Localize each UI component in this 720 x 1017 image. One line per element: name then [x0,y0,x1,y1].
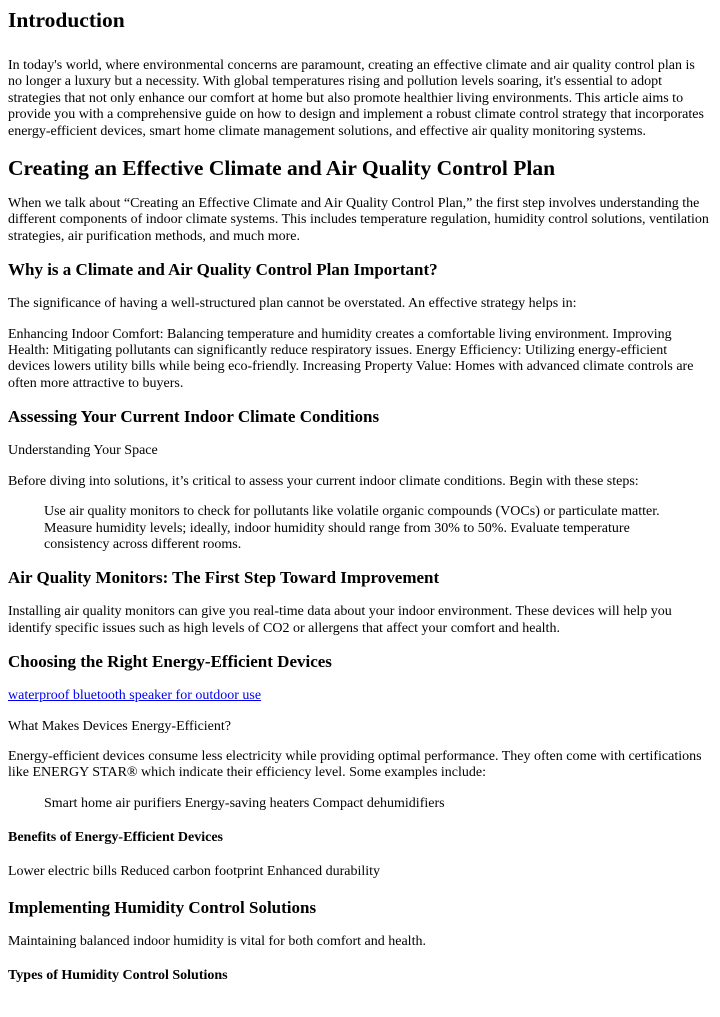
understanding-space-text: Understanding Your Space [8,443,158,459]
monitors-paragraph: Installing air quality monitors can give you real-time data about your indoor environment. These devices will help you identify specific issues such as high levels of CO2 or allergens that affect your comfort and health. [8,604,672,636]
speaker-link[interactable]: waterproof bluetooth speaker for outdoor use [8,688,262,704]
humidity-types-heading: Types of Humidity Control Solutions [8,967,228,983]
monitors-heading: Air Quality Monitors: The First Step Toward Improvement [8,568,440,588]
why-important-intro: The significance of having a well-structured plan cannot be overstated. An effective strategy helps in: [8,296,577,312]
introduction-paragraph: In today's world, where environmental concerns are paramount, creating an effective climate and air quality control plan is no longer a luxury but a necessity. With global temperatures rising and pollution levels soaring, it's essential to adopt strategies that not only enhance our comfort at home but also promote healthier living environments. This article aims to provide you with a comprehensive guide on how to design and implement a robust climate control strategy that incorporates energy-efficient devices, smart home climate management solutions, and effective air quality monitoring systems. [8,58,704,139]
introduction-heading: Introduction [8,8,125,32]
creating-plan-heading: Creating an Effective Climate and Air Quality Control Plan [8,156,556,181]
assessing-heading: Assessing Your Current Indoor Climate Conditions [8,407,380,427]
assessing-paragraph: Before diving into solutions, it’s critical to assess your current indoor climate conditions. Begin with these steps: [8,473,639,489]
why-important-heading: Why is a Climate and Air Quality Control Plan Important? [8,260,438,280]
devices-paragraph: Energy-efficient devices consume less electricity while providing optimal performance. They often come with certifications like ENERGY STAR® which indicate their efficiency level. Some examples include: [8,748,702,781]
devices-heading: Choosing the Right Energy-Efficient Devices [8,652,332,672]
creating-plan-paragraph: When we talk about “Creating an Effective Climate and Air Quality Control Plan,” the first step involves understanding the different components of indoor climate systems. This includes temperature regulation, humidity control solutions, ventilation strategies, air purification methods, and much more. [8,196,709,244]
humidity-heading: Implementing Humidity Control Solutions [8,897,317,917]
humidity-paragraph: Maintaining balanced indoor humidity is vital for both comfort and health. [8,933,426,949]
assessing-steps-list: Use air quality monitors to check for pollutants like volatile organic compounds (VOCs) or particulate matter. Measure humidity levels; ideally, indoor humidity should range from 30% to 50%. Evaluate temperature consistency across different rooms. [44,504,660,552]
energy-efficient-subheading: What Makes Devices Energy-Efficient? [8,718,232,734]
benefits-list: Lower electric bills Reduced carbon footprint Enhanced durability [8,864,381,880]
benefits-heading: Benefits of Energy-Efficient Devices [8,830,223,846]
devices-examples-list: Smart home air purifiers Energy-saving heaters Compact dehumidifiers [44,795,445,811]
why-important-benefits: Enhancing Indoor Comfort: Balancing temperature and humidity creates a comfortable living environment. Improving Health: Mitigating pollutants can significantly reduce respiratory issues. Energy Efficiency: Utilizing energy-efficient devices lowers utility bills while being eco-friendly. Increasing Property Value: Homes with advanced climate controls are often more attractive to buyers. [8,326,694,391]
